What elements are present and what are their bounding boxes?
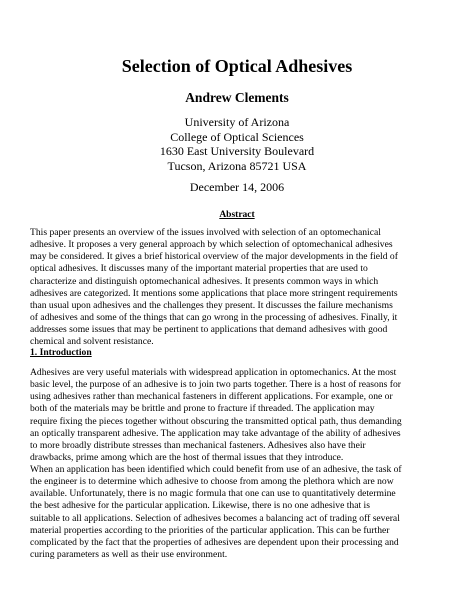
paper-date: December 14, 2006 [189,180,285,194]
text-line: adhesive. It proposes a very general approach by which selection of optomechanical adhesives [30,239,393,251]
text-line: the best adhesive for the particular application. Likewise, there is no one adhesive that is [30,500,370,512]
text-line: to more broadly distribute stresses than mechanical fasteners. Adhesives also have their [30,439,366,451]
paper-title: Selection of Optical Adhesives [121,56,353,76]
text-line: of adhesives and some of the things that can go wrong in the processing of adhesives. Finally, it [30,312,398,324]
introduction-paragraph-2 [30,464,450,561]
abstract-text [30,227,450,349]
abstract-heading: Abstract [219,210,255,220]
text-line: Adhesives are very useful materials with widespread application in optomechanics. At the most [30,367,397,378]
affiliation-line: Tucson, Arizona 85721 USA [167,158,307,173]
text-line: adhesives are categorized. It mentions some applications that place more stringent requirements [30,287,398,299]
text-line: require fixing the pieces together without obscuring the transmitted optical path, thus demanding [30,415,402,427]
text-line: may be considered. It gives a brief historical overview of the major developments in the field of [30,251,398,263]
author-name: Andrew Clements [185,90,289,105]
affiliation-block [0,115,474,173]
text-line: an optically transparent adhesive. The application may take advantage of the ability of adhesives [30,427,401,439]
text-line: When an application has been identified which could benefit from use of an adhesive, the task of [30,464,402,475]
text-line: complicated by the fact that the properties of adhesives are dependent upon their processing and [30,536,399,548]
text-line: both of the materials may be brittle and prone to fracture if threaded. The application may [30,403,375,415]
text-line: curing parameters as well as their use environment. [30,549,228,561]
introduction-paragraph-1 [30,367,450,464]
affiliation-line: 1630 East University Boulevard [159,144,315,158]
text-line: This paper presents an overview of the issues involved with selection of an optomechanical [30,227,381,238]
text-line: the engineer is to determine which adhesive to choose from among the plethora which are now [30,476,394,488]
text-line: material properties according to the priorities of the particular application. This can be further [30,524,390,536]
section-heading-introduction: 1. Introduction [30,347,92,358]
text-line: characterize and distinguish optomechanical adhesives. It presents common ways in which [30,275,379,287]
text-line: suitable to all applications. Selection of adhesives becomes a balancing act of trading off several [30,512,400,524]
affiliation-line: College of Optical Sciences [170,129,304,144]
text-line: chemical and solvent resistance. [30,336,154,348]
text-line: addresses some issues that may be pertinent to applications that demand adhesives with good [30,324,388,336]
text-line: than usual upon adhesives and the challenges they present. It discusses the failure mechanisms [30,299,393,311]
text-line: optical adhesives. It discusses many of the important material properties that are used to [30,263,368,275]
affiliation-line: University of Arizona [184,115,290,129]
text-line: basic level, the purpose of an adhesive is to join two parts together. There is a host of reasons for [30,379,401,391]
text-line: using adhesives rather than mechanical fasteners in different applications. For example, one or [30,391,393,403]
text-line: available. Unfortunately, there is no magic formula that one can use to quantitatively determine [30,488,396,500]
text-line: drawbacks, prime among which are the host of thermal issues that they introduce. [30,452,344,464]
